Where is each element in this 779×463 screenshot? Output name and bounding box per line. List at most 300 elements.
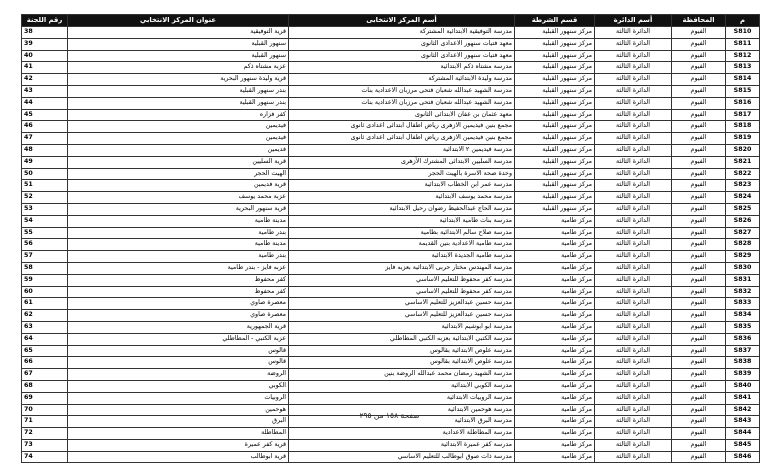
cell-circle: الدائرة الثالثة (595, 27, 672, 39)
cell-committee-number: 62 (22, 310, 68, 322)
cell-circle: الدائرة الثالثة (595, 215, 672, 227)
cell-committee-number: 51 (22, 180, 68, 192)
cell-police-station: مركز سنهور القبلية (515, 168, 595, 180)
cell-code: S844 (726, 428, 760, 440)
cell-center-address: سنهور القبلية (68, 50, 289, 62)
cell-code: S818 (726, 121, 760, 133)
table-row (22, 274, 760, 286)
cell-governorate: الفيوم (672, 392, 726, 404)
cell-circle: الدائرة الثالثة (595, 392, 672, 404)
cell-code: S811 (726, 38, 760, 50)
cell-governorate: الفيوم (672, 251, 726, 263)
cell-code: S834 (726, 310, 760, 322)
cell-center-address: قالوس (68, 345, 289, 357)
cell-code: S830 (726, 262, 760, 274)
cell-police-station: مركز طامية (515, 380, 595, 392)
cell-center-address: عزبه فايز - بندر طامية (68, 262, 289, 274)
cell-police-station: مركز طامية (515, 310, 595, 322)
cell-center-name: مدرسة محمد يوسف الابتدائية (289, 192, 515, 204)
cell-center-address: عزبة محمد يوسف (68, 192, 289, 204)
table-row (22, 156, 760, 168)
cell-governorate: الفيوم (672, 416, 726, 428)
cell-governorate: الفيوم (672, 168, 726, 180)
cell-governorate: الفيوم (672, 451, 726, 463)
cell-circle: الدائرة الثالثة (595, 121, 672, 133)
cell-police-station: مركز طامية (515, 428, 595, 440)
table-row (22, 439, 760, 451)
cell-center-name: مدرسة مشتاه ذكم الابتدائية (289, 62, 515, 74)
cell-circle: الدائرة الثالثة (595, 380, 672, 392)
cell-code: S842 (726, 404, 760, 416)
cell-code: S812 (726, 50, 760, 62)
cell-center-name: وحدة صحة الاسرة بالهيت الحجر (289, 168, 515, 180)
cell-circle: الدائرة الثالثة (595, 298, 672, 310)
cell-police-station: مركز طامية (515, 345, 595, 357)
cell-center-address: قرية وليدة سنهور البحرية (68, 74, 289, 86)
cell-center-address: هوحمين (68, 404, 289, 416)
cell-police-station: مركز سنهور القبلية (515, 121, 595, 133)
cell-governorate: الفيوم (672, 215, 726, 227)
cell-circle: الدائرة الثالثة (595, 62, 672, 74)
cell-committee-number: 55 (22, 227, 68, 239)
cell-center-address: قرية التوفيقية (68, 27, 289, 39)
cell-governorate: الفيوم (672, 180, 726, 192)
header-police-station: قسم الشرطة (515, 15, 595, 27)
cell-center-address: الكوبي (68, 380, 289, 392)
cell-governorate: الفيوم (672, 321, 726, 333)
cell-center-name: معهد فتيات سنهور الاعدادى الثانوى (289, 38, 515, 50)
cell-center-name: مدرسة كفر عميرة الابتدائية (289, 439, 515, 451)
cell-code: S836 (726, 333, 760, 345)
cell-governorate: الفيوم (672, 274, 726, 286)
cell-center-address: الروضة (68, 369, 289, 381)
cell-center-name: مدرسة حسين عبدالعزيز للتعليم الاساسي (289, 298, 515, 310)
cell-committee-number: 68 (22, 380, 68, 392)
table-row (22, 380, 760, 392)
cell-center-name: مدرسة فيديمين ٢ الابتدائية (289, 144, 515, 156)
cell-center-address: الروبيات (68, 392, 289, 404)
cell-code: S826 (726, 215, 760, 227)
cell-center-name: مدرسة ذات صوق ابوطالب للتعليم الاساسي (289, 451, 515, 463)
cell-circle: الدائرة الثالثة (595, 85, 672, 97)
cell-committee-number: 63 (22, 321, 68, 333)
cell-committee-number: 65 (22, 345, 68, 357)
table-row (22, 310, 760, 322)
cell-code: S810 (726, 27, 760, 39)
cell-code: S831 (726, 274, 760, 286)
cell-governorate: الفيوم (672, 262, 726, 274)
cell-center-name: مدرسة بنات طامية الابتدائية (289, 215, 515, 227)
cell-circle: الدائرة الثالثة (595, 227, 672, 239)
cell-governorate: الفيوم (672, 27, 726, 39)
cell-center-name: مدرسة طامية الجديدة الابتدائية (289, 251, 515, 263)
cell-center-name: مدرسة عمر ابن الخطاب الابتدائية (289, 180, 515, 192)
cell-circle: الدائرة الثالثة (595, 74, 672, 86)
cell-committee-number: 74 (22, 451, 68, 463)
cell-police-station: مركز سنهور القبلية (515, 97, 595, 109)
cell-center-address: فيديمين (68, 133, 289, 145)
cell-center-address: بندر سنهور القبلية (68, 97, 289, 109)
cell-code: S829 (726, 251, 760, 263)
cell-code: S838 (726, 357, 760, 369)
table-row (22, 192, 760, 204)
cell-center-address: المطاطلة (68, 428, 289, 440)
cell-circle: الدائرة الثالثة (595, 416, 672, 428)
cell-police-station: مركز طامية (515, 321, 595, 333)
table-row (22, 239, 760, 251)
cell-committee-number: 54 (22, 215, 68, 227)
cell-code: S843 (726, 416, 760, 428)
cell-code: S821 (726, 156, 760, 168)
table-row (22, 180, 760, 192)
cell-police-station: مركز سنهور القبلية (515, 133, 595, 145)
cell-circle: الدائرة الثالثة (595, 333, 672, 345)
cell-center-name: مدرسة الكوبي الابتدائية (289, 380, 515, 392)
cell-code: S841 (726, 392, 760, 404)
cell-police-station: مركز طامية (515, 274, 595, 286)
table-row (22, 74, 760, 86)
cell-governorate: الفيوم (672, 227, 726, 239)
cell-code: S813 (726, 62, 760, 74)
cell-circle: الدائرة الثالثة (595, 321, 672, 333)
cell-governorate: الفيوم (672, 286, 726, 298)
cell-code: S823 (726, 180, 760, 192)
cell-police-station: مركز سنهور القبلية (515, 156, 595, 168)
cell-committee-number: 73 (22, 439, 68, 451)
cell-circle: الدائرة الثالثة (595, 180, 672, 192)
cell-circle: الدائرة الثالثة (595, 168, 672, 180)
cell-governorate: الفيوم (672, 310, 726, 322)
cell-committee-number: 45 (22, 109, 68, 121)
cell-center-name: معهد عثمان بن عفان الابتدائى الثانوى (289, 109, 515, 121)
cell-code: S822 (726, 168, 760, 180)
table-row (22, 50, 760, 62)
cell-circle: الدائرة الثالثة (595, 192, 672, 204)
cell-police-station: مركز طامية (515, 357, 595, 369)
cell-governorate: الفيوم (672, 333, 726, 345)
cell-governorate: الفيوم (672, 133, 726, 145)
table-row (22, 27, 760, 39)
cell-center-address: كفر فزاره (68, 109, 289, 121)
cell-center-name: مدرسة صلاح سالم الابتدائية بطامية (289, 227, 515, 239)
cell-police-station: مركز طامية (515, 369, 595, 381)
cell-center-address: الهيت الحجر (68, 168, 289, 180)
cell-center-name: مدرسة طامية الاعدادية بنين القديمة (289, 239, 515, 251)
cell-circle: الدائرة الثالثة (595, 439, 672, 451)
cell-circle: الدائرة الثالثة (595, 156, 672, 168)
cell-center-name: مدرسة المطاطلة الاعدادية (289, 428, 515, 440)
cell-police-station: مركز طامية (515, 251, 595, 263)
cell-committee-number: 56 (22, 239, 68, 251)
cell-center-name: مدرسة الكتبي الابتدائية بعزبه الكتبي المطاطلي (289, 333, 515, 345)
cell-center-name: مدرسة المهندس مختار حربى الابتدائية بعزبه فايز (289, 262, 515, 274)
cell-circle: الدائرة الثالثة (595, 133, 672, 145)
cell-center-name: مدرسة هوحمين الابتدائية (289, 404, 515, 416)
table-row (22, 321, 760, 333)
cell-governorate: الفيوم (672, 203, 726, 215)
cell-committee-number: 60 (22, 286, 68, 298)
cell-committee-number: 39 (22, 38, 68, 50)
cell-committee-number: 66 (22, 357, 68, 369)
cell-police-station: مركز سنهور القبلية (515, 203, 595, 215)
cell-committee-number: 47 (22, 133, 68, 145)
cell-center-name: مجمع بنين فيديمين الازهرى رياض اطفال ابتدائى اعدادى ثانوى (289, 133, 515, 145)
cell-circle: الدائرة الثالثة (595, 286, 672, 298)
cell-center-name: مدرسة الحاج عبدالحفيظ رضوان رحيل الابتدائية (289, 203, 515, 215)
cell-circle: الدائرة الثالثة (595, 50, 672, 62)
cell-police-station: مركز سنهور القبلية (515, 192, 595, 204)
cell-governorate: الفيوم (672, 121, 726, 133)
table-row (22, 133, 760, 145)
cell-code: S832 (726, 286, 760, 298)
cell-police-station: مركز طامية (515, 262, 595, 274)
cell-center-address: كفر محفوظ (68, 286, 289, 298)
table-row (22, 262, 760, 274)
cell-governorate: الفيوم (672, 428, 726, 440)
cell-police-station: مركز سنهور القبلية (515, 38, 595, 50)
cell-center-address: معصرة صاوي (68, 298, 289, 310)
cell-center-address: معصرة صاوي (68, 310, 289, 322)
table-row (22, 168, 760, 180)
cell-center-address: قرية كفر عميرة (68, 439, 289, 451)
table-row (22, 62, 760, 74)
cell-police-station: مركز طامية (515, 239, 595, 251)
cell-circle: الدائرة الثالثة (595, 404, 672, 416)
table-row (22, 203, 760, 215)
table-row (22, 286, 760, 298)
cell-center-name: مدرسة ابو ابوشيم الابتدائية (289, 321, 515, 333)
cell-police-station: مركز سنهور القبلية (515, 180, 595, 192)
header-center-address: عنوان المركز الانتخابي (68, 15, 289, 27)
cell-center-address: قرية السليين (68, 156, 289, 168)
cell-code: S825 (726, 203, 760, 215)
cell-committee-number: 38 (22, 27, 68, 39)
cell-police-station: مركز سنهور القبلية (515, 62, 595, 74)
cell-center-name: مجمع بنين فيديمين الازهرى رياض اطفال ابتدائى اعدادى ثانوى (289, 121, 515, 133)
cell-governorate: الفيوم (672, 192, 726, 204)
cell-code: S815 (726, 85, 760, 97)
cell-center-address: فيديمين (68, 121, 289, 133)
cell-police-station: مركز سنهور القبلية (515, 27, 595, 39)
cell-circle: الدائرة الثالثة (595, 109, 672, 121)
cell-code: S817 (726, 109, 760, 121)
table-row (22, 144, 760, 156)
cell-center-name: مدرسة البرق الابتدائية (289, 416, 515, 428)
cell-governorate: الفيوم (672, 74, 726, 86)
cell-code: S814 (726, 74, 760, 86)
header-committee-number: رقم اللجنة (22, 15, 68, 27)
cell-governorate: الفيوم (672, 85, 726, 97)
cell-center-address: قرية الجمهورية (68, 321, 289, 333)
cell-center-address: فديمين (68, 144, 289, 156)
cell-center-address: سنهور القبلية (68, 38, 289, 50)
cell-committee-number: 48 (22, 144, 68, 156)
table-row (22, 109, 760, 121)
cell-center-address: بندر طامية (68, 227, 289, 239)
table-row (22, 369, 760, 381)
cell-committee-number: 64 (22, 333, 68, 345)
table-row (22, 85, 760, 97)
header-governorate: المحافظة (672, 15, 726, 27)
cell-committee-number: 53 (22, 203, 68, 215)
cell-code: S816 (726, 97, 760, 109)
cell-code: S835 (726, 321, 760, 333)
cell-committee-number: 50 (22, 168, 68, 180)
cell-circle: الدائرة الثالثة (595, 369, 672, 381)
table-row (22, 298, 760, 310)
cell-center-name: مدرسة السليين الابتدائى المشترك الأزهرى (289, 156, 515, 168)
cell-police-station: مركز سنهور القبلية (515, 85, 595, 97)
cell-circle: الدائرة الثالثة (595, 310, 672, 322)
cell-governorate: الفيوم (672, 380, 726, 392)
cell-committee-number: 59 (22, 274, 68, 286)
cell-police-station: مركز سنهور القبلية (515, 109, 595, 121)
cell-center-name: معهد فتيات سنهور الاعدادى الثانوى (289, 50, 515, 62)
cell-committee-number: 57 (22, 251, 68, 263)
cell-governorate: الفيوم (672, 50, 726, 62)
cell-committee-number: 58 (22, 262, 68, 274)
cell-code: S837 (726, 345, 760, 357)
cell-committee-number: 42 (22, 74, 68, 86)
cell-police-station: مركز طامية (515, 286, 595, 298)
cell-police-station: مركز طامية (515, 416, 595, 428)
cell-center-name: مدرسة التوفيقية الابتدائية المشتركة (289, 27, 515, 39)
cell-committee-number: 67 (22, 369, 68, 381)
cell-center-address: كفر محفوظ (68, 274, 289, 286)
cell-code: S827 (726, 227, 760, 239)
cell-circle: الدائرة الثالثة (595, 451, 672, 463)
cell-center-address: مدينة طامية (68, 215, 289, 227)
table-row (22, 392, 760, 404)
cell-committee-number: 49 (22, 156, 68, 168)
cell-center-address: بندر طامية (68, 251, 289, 263)
cell-governorate: الفيوم (672, 298, 726, 310)
table-row (22, 333, 760, 345)
cell-police-station: مركز طامية (515, 215, 595, 227)
cell-center-address: قرية فديمين (68, 180, 289, 192)
cell-committee-number: 52 (22, 192, 68, 204)
cell-code: S839 (726, 369, 760, 381)
cell-governorate: الفيوم (672, 38, 726, 50)
table-row (22, 227, 760, 239)
cell-police-station: مركز سنهور القبلية (515, 144, 595, 156)
cell-center-address: قرية سنهور البحرية (68, 203, 289, 215)
cell-governorate: الفيوم (672, 239, 726, 251)
cell-circle: الدائرة الثالثة (595, 251, 672, 263)
cell-code: S824 (726, 192, 760, 204)
cell-governorate: الفيوم (672, 357, 726, 369)
cell-center-name: مدرسة الشهيد عبدالله شعبان فتحى مرزبان الاعدادية بنات (289, 85, 515, 97)
table-row (22, 121, 760, 133)
cell-center-name: مدرسة الشهيد عبدالله شعبان فتحى مرزبان الاعدادية بنات (289, 97, 515, 109)
cell-governorate: الفيوم (672, 156, 726, 168)
cell-police-station: مركز سنهور القبلية (515, 50, 595, 62)
table-row (22, 428, 760, 440)
cell-center-name: مدرسة الروبيات الابتدائية (289, 392, 515, 404)
cell-police-station: مركز طامية (515, 404, 595, 416)
table-row (22, 451, 760, 463)
cell-governorate: الفيوم (672, 109, 726, 121)
cell-committee-number: 46 (22, 121, 68, 133)
header-center-name: أسم المركز الانتخابى (289, 15, 515, 27)
polling-centers-table (21, 14, 760, 463)
cell-center-address: عزبة مشتاه ذكم (68, 62, 289, 74)
cell-committee-number: 40 (22, 50, 68, 62)
cell-center-name: مدرسة الشهيد رمضان محمد عبدالله الروضة بنين (289, 369, 515, 381)
table-row (22, 357, 760, 369)
cell-police-station: مركز سنهور القبلية (515, 74, 595, 86)
cell-code: S819 (726, 133, 760, 145)
cell-center-name: مدرسة وليدة الابتدائية المشتركة (289, 74, 515, 86)
cell-code: S840 (726, 380, 760, 392)
cell-center-name: مدرسة علوص الابتدائية بقالوس (289, 357, 515, 369)
cell-circle: الدائرة الثالثة (595, 357, 672, 369)
cell-governorate: الفيوم (672, 97, 726, 109)
cell-police-station: مركز طامية (515, 439, 595, 451)
cell-code: S833 (726, 298, 760, 310)
cell-circle: الدائرة الثالثة (595, 203, 672, 215)
cell-center-address: قرية ابوطالب (68, 451, 289, 463)
cell-circle: الدائرة الثالثة (595, 428, 672, 440)
table-header-row (22, 15, 760, 27)
cell-committee-number: 61 (22, 298, 68, 310)
cell-governorate: الفيوم (672, 62, 726, 74)
cell-governorate: الفيوم (672, 404, 726, 416)
page-number-footer: صفحة ١٥٨ من ٢٩٥ (359, 411, 420, 420)
cell-committee-number: 43 (22, 85, 68, 97)
cell-center-address: عزبة الكتبي - المطاطلي (68, 333, 289, 345)
cell-committee-number: 69 (22, 392, 68, 404)
cell-code: S845 (726, 439, 760, 451)
cell-committee-number: 71 (22, 416, 68, 428)
header-circle: أسم الدائرة (595, 15, 672, 27)
cell-circle: الدائرة الثالثة (595, 144, 672, 156)
cell-code: S820 (726, 144, 760, 156)
cell-committee-number: 41 (22, 62, 68, 74)
cell-code: S828 (726, 239, 760, 251)
cell-center-address: مدينة طامية (68, 239, 289, 251)
cell-police-station: مركز طامية (515, 392, 595, 404)
header-code: م (726, 15, 760, 27)
cell-center-address: البرق (68, 416, 289, 428)
table-row (22, 345, 760, 357)
cell-center-address: بندر سنهور القبلية (68, 85, 289, 97)
cell-center-name: مدرسة حسين عبدالعزيز للتعليم الاساسي (289, 310, 515, 322)
cell-police-station: مركز طامية (515, 227, 595, 239)
cell-governorate: الفيوم (672, 345, 726, 357)
table-row (22, 251, 760, 263)
cell-circle: الدائرة الثالثة (595, 345, 672, 357)
cell-circle: الدائرة الثالثة (595, 239, 672, 251)
cell-circle: الدائرة الثالثة (595, 97, 672, 109)
cell-committee-number: 72 (22, 428, 68, 440)
cell-police-station: مركز طامية (515, 333, 595, 345)
cell-governorate: الفيوم (672, 439, 726, 451)
table-row (22, 215, 760, 227)
table-row (22, 97, 760, 109)
table-row (22, 38, 760, 50)
cell-center-address: قالوس (68, 357, 289, 369)
cell-committee-number: 70 (22, 404, 68, 416)
cell-police-station: مركز طامية (515, 451, 595, 463)
cell-code: S846 (726, 451, 760, 463)
cell-center-name: مدرسة علوص الابتدائية بقالوس (289, 345, 515, 357)
cell-governorate: الفيوم (672, 144, 726, 156)
cell-circle: الدائرة الثالثة (595, 274, 672, 286)
cell-committee-number: 44 (22, 97, 68, 109)
cell-center-name: مدرسة كفر محفوظ للتعليم الاساسي (289, 274, 515, 286)
cell-governorate: الفيوم (672, 369, 726, 381)
